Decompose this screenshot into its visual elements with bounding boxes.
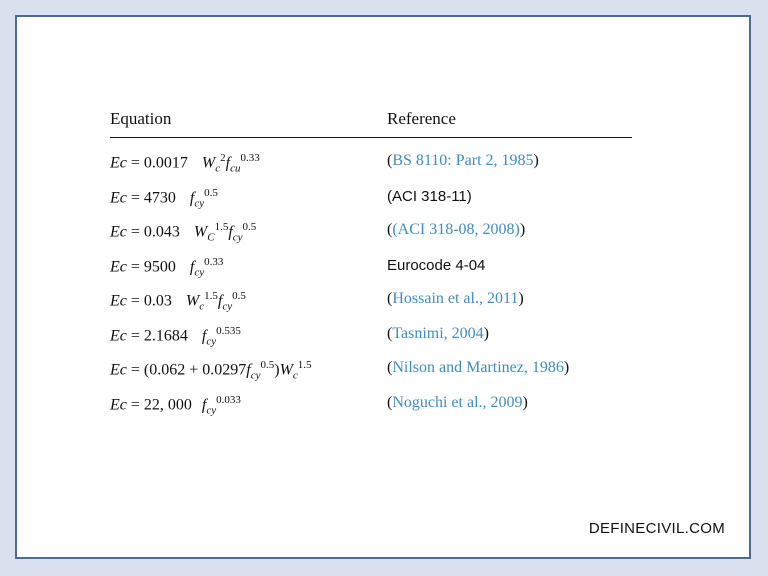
reference-link[interactable]: Nilson and Martinez, 1986 <box>392 359 564 376</box>
reference-cell: (ACI 318-11) <box>387 187 472 205</box>
table-row <box>110 148 632 183</box>
reference-link[interactable]: Tasnimi, 2004 <box>392 324 484 342</box>
reference-cell: (Tasnimi, 2004) <box>387 324 489 342</box>
equation-cell: Ec = 0.03 $W_c^{1.5}f_{cy}^{0.5}$ <box>110 290 246 313</box>
reference-cell: (Noguchi et al., 2009) <box>387 393 528 411</box>
slide-frame <box>15 15 751 559</box>
reference-cell: (Nilson and Martinez, 1986) <box>387 359 570 376</box>
equation-cell: Ec = 0.043 $W_C^{1.5}f_{cy}^{0.5}$ <box>110 221 257 244</box>
reference-link[interactable]: Hossain et al., 2011 <box>392 290 519 307</box>
equation-cell: Ec = 22, 000 $f_{cy}^{0.033}$ <box>110 393 241 417</box>
equation-cell: $Ec = (0.062 + 0.0297f_{cy}^{0.5})W_c^{1.5}$ <box>110 359 312 382</box>
table-row <box>110 286 632 321</box>
header-equation: Equation <box>110 109 172 128</box>
header-reference: Reference <box>387 109 456 128</box>
table-row <box>110 252 632 287</box>
table-row <box>110 183 632 218</box>
table-header <box>110 103 632 138</box>
equation-cell: Ec = 9500 $f_{cy}^{0.33}$ <box>110 255 224 279</box>
reference-cell: (Hossain et al., 2011) <box>387 290 524 307</box>
table-body <box>110 148 632 424</box>
equation-cell: Ec = 4730 $f_{cy}^{0.5}$ <box>110 186 218 210</box>
equation-cell: Ec = 0.0017 $W_c^2f_{cu}^{0.33}$ <box>110 152 260 175</box>
table-row <box>110 390 632 425</box>
equation-cell: Ec = 2.1684 $f_{cy}^{0.535}$ <box>110 324 241 348</box>
reference-cell: Eurocode 4-04 <box>387 256 486 274</box>
reference-link[interactable]: Noguchi et al., 2009 <box>392 393 523 411</box>
reference-link[interactable]: BS 8110: Part 2, 1985 <box>392 152 534 169</box>
table-row <box>110 355 632 390</box>
reference-cell: ((ACI 318-08, 2008)) <box>387 221 526 238</box>
reference-link[interactable]: (ACI 318-08, 2008) <box>392 221 520 238</box>
table-row <box>110 321 632 356</box>
table-row <box>110 217 632 252</box>
reference-cell: (BS 8110: Part 2, 1985) <box>387 152 539 169</box>
watermark: DEFINECIVIL.COM <box>588 520 725 537</box>
equation-table <box>110 103 632 424</box>
